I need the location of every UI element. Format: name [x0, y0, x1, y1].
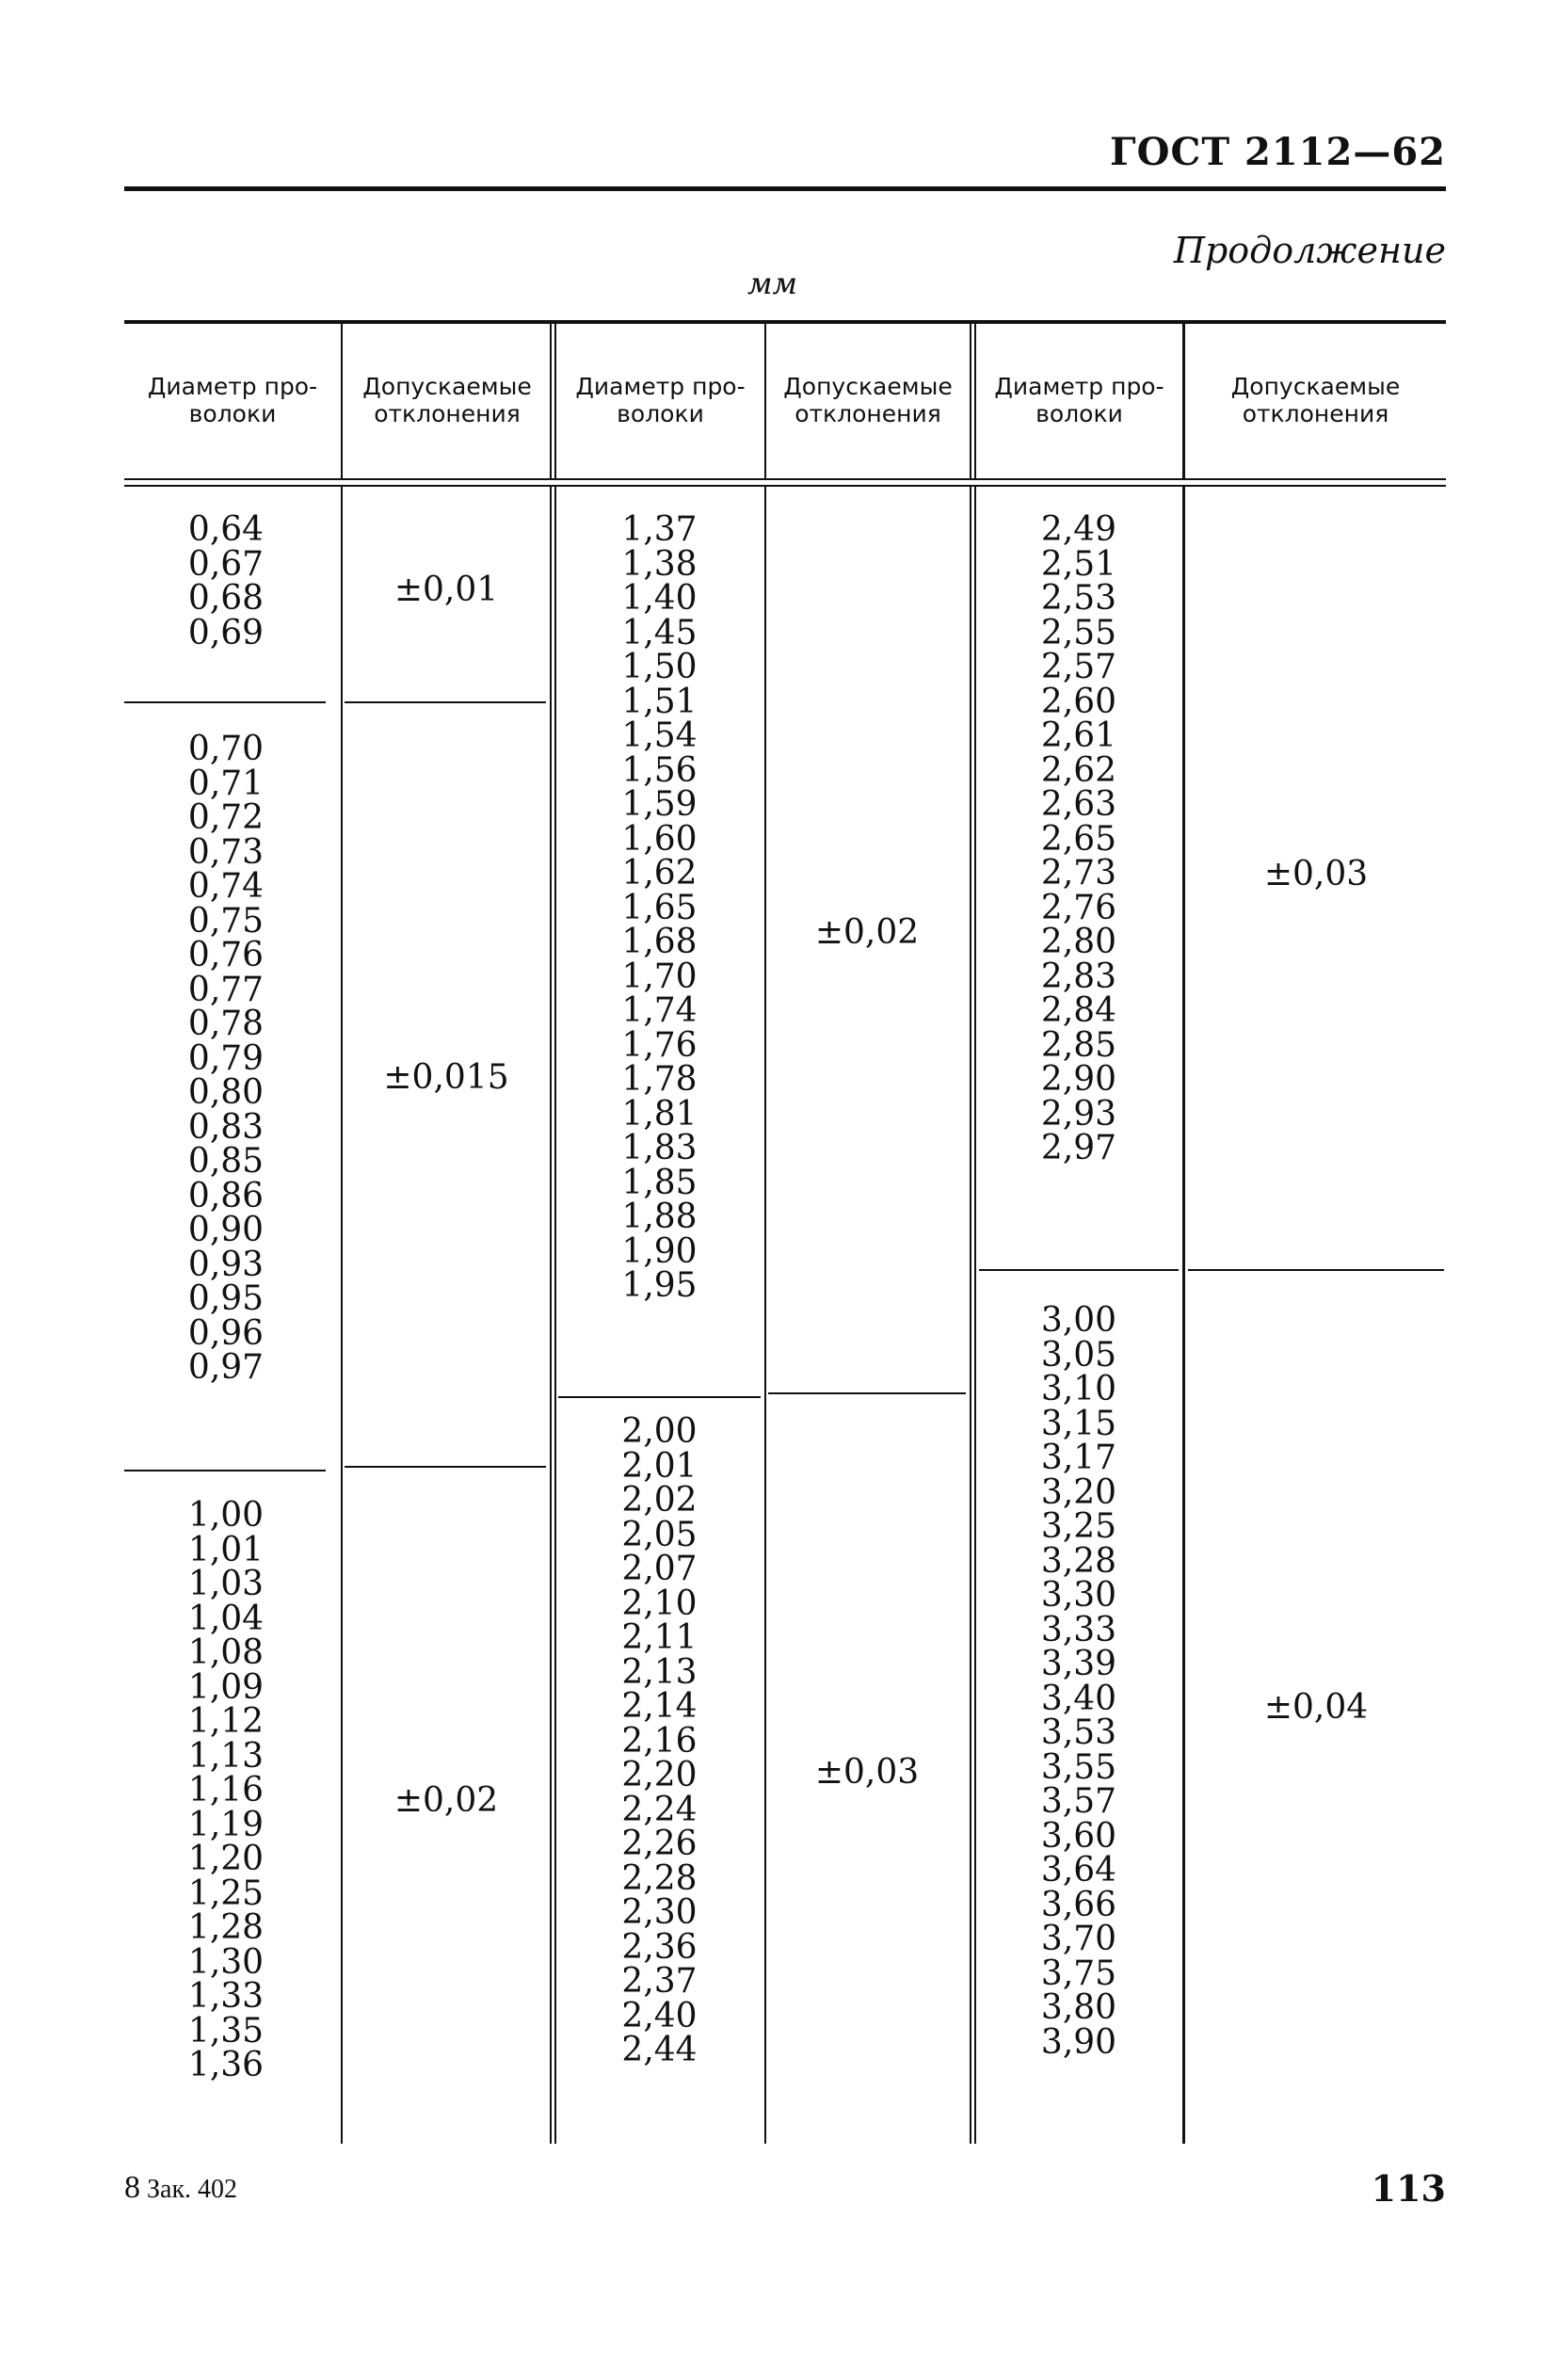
header-bottom-rule: [124, 478, 1446, 480]
diameter-value: 1,51: [621, 682, 698, 721]
diameter-value: 2,30: [621, 1893, 698, 1932]
header-text: Допускаемые: [1230, 373, 1401, 400]
table-top-rule: [124, 320, 1446, 324]
diameter-value: 2,13: [621, 1652, 698, 1692]
diameter-value: 1,90: [621, 1231, 698, 1271]
diameter-value: 3,64: [1040, 1851, 1117, 1890]
group-separator: [979, 1269, 1179, 1271]
diameter-value: 2,24: [621, 1790, 698, 1829]
header-text: Диаметр про-: [994, 373, 1164, 400]
continuation-label: Продолжение: [1173, 230, 1446, 271]
diameter-value: 1,08: [187, 1633, 265, 1672]
diameter-value: 2,44: [621, 2031, 698, 2069]
diameter-value: 2,26: [621, 1825, 698, 1863]
diameter-value: 1,65: [621, 888, 698, 927]
diameter-value: 2,37: [621, 1962, 698, 2001]
header-tolerance-2: [766, 373, 970, 427]
diameter-value: 0,86: [187, 1176, 265, 1215]
header-text: Допускаемые: [362, 373, 532, 400]
diameter-value: 2,02: [621, 1481, 698, 1520]
header-text: волоки: [188, 400, 277, 427]
diameter-value: 3,15: [1040, 1404, 1117, 1443]
page-number: 113: [1371, 2167, 1446, 2210]
diameter-value: 3,00: [1040, 1301, 1117, 1340]
header-bottom-rule-2: [124, 485, 1446, 487]
diameter-value: 1,37: [621, 510, 698, 549]
diameter-value: 1,00: [187, 1496, 265, 1535]
diameter-value: 1,20: [187, 1840, 265, 1878]
diameter-value: 1,16: [187, 1771, 265, 1809]
diameter-value: 3,66: [1040, 1885, 1117, 1924]
group-separator: [768, 1392, 966, 1394]
diameter-value: 2,61: [1040, 716, 1117, 755]
column-divider: [764, 487, 766, 2144]
diameter-value: 2,65: [1040, 819, 1117, 859]
header-text: отклонения: [795, 400, 941, 427]
diameter-value: 2,80: [1040, 923, 1117, 961]
units-label: мм: [747, 265, 798, 301]
diameter-value: 1,50: [621, 648, 698, 686]
diameter-value: 0,77: [187, 970, 265, 1009]
diameter-value: 2,40: [621, 1996, 698, 2035]
diameter-value: 1,09: [187, 1667, 265, 1707]
diameter-value: 1,74: [621, 991, 698, 1030]
diameter-value: 2,85: [1040, 1025, 1117, 1065]
diameter-value: 3,90: [1040, 2022, 1117, 2062]
diameter-value: 2,55: [1040, 613, 1117, 652]
diameter-value: 2,16: [621, 1721, 698, 1761]
diameter-value: 2,11: [621, 1618, 698, 1657]
diameter-value: 1,01: [187, 1530, 265, 1569]
diameter-value: 0,76: [187, 936, 265, 974]
diameter-value: 1,45: [621, 613, 698, 652]
diameter-value: 2,73: [1040, 854, 1117, 892]
diameter-value: 2,60: [1040, 682, 1117, 721]
order-number: Зак. 402: [147, 2175, 238, 2204]
group-separator: [124, 701, 326, 703]
diameter-value: 0,70: [187, 730, 265, 768]
diameter-value: 0,95: [187, 1279, 265, 1318]
diameter-value: 1,19: [187, 1805, 265, 1844]
diameter-value: 1,12: [187, 1702, 265, 1741]
diameter-value: 1,70: [621, 957, 698, 996]
diameter-value: 1,28: [187, 1908, 265, 1947]
diameter-value: 1,54: [621, 716, 698, 755]
diameter-value: 3,55: [1040, 1747, 1117, 1787]
sheet-number: 8: [124, 2170, 140, 2205]
diameter-list-1b: [124, 732, 328, 1386]
tolerance-value: ±0,015: [383, 1058, 509, 1097]
header-diameter-1: [124, 373, 341, 427]
diameter-value: 0,96: [187, 1313, 265, 1353]
diameter-value: 2,36: [621, 1927, 698, 1967]
diameter-value: 3,28: [1040, 1541, 1117, 1581]
diameter-value: 0,79: [187, 1038, 265, 1078]
diameter-value: 1,62: [621, 854, 698, 892]
header-text: Диаметр про-: [147, 373, 318, 400]
diameter-value: 3,40: [1040, 1679, 1117, 1718]
header-text: отклонения: [374, 400, 521, 427]
diameter-value: 0,80: [187, 1073, 265, 1112]
diameter-value: 1,85: [621, 1163, 698, 1202]
diameter-value: 3,05: [1040, 1335, 1117, 1375]
diameter-value: 3,20: [1040, 1472, 1117, 1512]
diameter-value: 1,78: [621, 1060, 698, 1099]
diameter-value: 1,03: [187, 1565, 265, 1603]
diameter-value: 2,05: [621, 1515, 698, 1554]
diameter-value: 3,53: [1040, 1713, 1117, 1752]
header-text: Диаметр про-: [575, 373, 746, 400]
diameter-value: 0,74: [187, 867, 265, 906]
diameter-value: 2,84: [1040, 991, 1117, 1030]
diameter-value: 3,39: [1040, 1645, 1117, 1683]
diameter-value: 2,97: [1040, 1129, 1117, 1167]
diameter-value: 2,93: [1040, 1094, 1117, 1134]
tolerance-value: ±0,01: [393, 571, 499, 609]
diameter-value: 0,90: [187, 1211, 265, 1249]
diameter-value: 2,51: [1040, 544, 1117, 584]
diameter-value: 3,10: [1040, 1370, 1117, 1408]
diameter-value: 1,38: [621, 544, 698, 584]
tolerance-value: ±0,03: [1263, 855, 1369, 893]
diameter-value: 1,88: [621, 1198, 698, 1236]
diameter-value: 0,83: [187, 1107, 265, 1147]
group-separator: [1188, 1269, 1444, 1271]
diameter-value: 0,93: [187, 1245, 265, 1284]
column-divider: [974, 487, 976, 2144]
diameter-value: 2,28: [621, 1858, 698, 1898]
group-separator: [345, 1466, 546, 1468]
diameter-value: 1,04: [187, 1599, 265, 1638]
diameter-value: 1,59: [621, 785, 698, 824]
diameter-list-3b: [979, 1301, 1179, 2062]
diameter-list-1a: [124, 510, 328, 652]
diameter-value: 0,71: [187, 764, 265, 803]
diameter-value: 2,14: [621, 1687, 698, 1726]
column-divider: [970, 324, 971, 478]
diameter-value: 0,78: [187, 1005, 265, 1043]
diameter-value: 0,68: [187, 579, 265, 618]
diameter-value: 1,76: [621, 1025, 698, 1065]
column-divider: [1182, 487, 1185, 2144]
tolerance-value: ±0,03: [814, 1753, 920, 1792]
header-text: волоки: [617, 400, 704, 427]
diameter-value: 3,30: [1040, 1576, 1117, 1615]
header-text: Допускаемые: [783, 373, 953, 400]
diameter-value: 0,73: [187, 832, 265, 872]
header-tolerance-1: [343, 373, 552, 427]
diameter-value: 3,57: [1040, 1782, 1117, 1821]
diameter-value: 0,75: [187, 901, 265, 941]
diameter-value: 2,83: [1040, 957, 1117, 996]
diameter-list-2a: [558, 510, 761, 1305]
print-order-note: [124, 2170, 237, 2206]
diameter-value: 3,60: [1040, 1816, 1117, 1856]
group-separator: [558, 1396, 761, 1398]
diameter-list-1c: [124, 1496, 328, 2084]
column-divider: [550, 487, 552, 2144]
diameter-value: 0,72: [187, 798, 265, 837]
column-divider: [341, 487, 343, 2144]
column-divider: [554, 487, 556, 2144]
diameter-value: 2,10: [621, 1584, 698, 1623]
header-rule: [124, 186, 1446, 191]
diameter-value: 1,25: [187, 1873, 265, 1913]
header-text: волоки: [1035, 400, 1123, 427]
diameter-value: 2,20: [621, 1756, 698, 1794]
diameter-value: 1,81: [621, 1094, 698, 1134]
column-divider: [970, 487, 971, 2144]
diameter-value: 3,70: [1040, 1920, 1117, 1958]
diameter-value: 2,57: [1040, 648, 1117, 686]
diameter-value: 1,33: [187, 1977, 265, 2016]
diameter-value: 3,25: [1040, 1507, 1117, 1546]
diameter-value: 3,75: [1040, 1954, 1117, 1993]
diameter-value: 0,97: [187, 1348, 265, 1387]
diameter-value: 0,67: [187, 544, 265, 584]
tolerance-value: ±0,04: [1263, 1688, 1369, 1727]
diameter-value: 1,40: [621, 579, 698, 618]
diameter-value: 3,80: [1040, 1988, 1117, 2027]
diameter-value: 3,33: [1040, 1610, 1117, 1649]
diameter-value: 2,49: [1040, 510, 1117, 549]
diameter-value: 0,64: [187, 510, 265, 549]
diameter-value: 2,63: [1040, 785, 1117, 824]
diameter-value: 1,83: [621, 1129, 698, 1167]
diameter-value: 1,30: [187, 1942, 265, 1982]
group-separator: [124, 1470, 326, 1471]
group-separator: [345, 701, 546, 703]
diameter-value: 2,00: [621, 1412, 698, 1451]
diameter-value: 1,56: [621, 750, 698, 790]
diameter-value: 0,85: [187, 1142, 265, 1181]
diameter-list-3a: [979, 510, 1179, 1167]
diameter-value: 1,68: [621, 923, 698, 961]
diameter-list-2b: [558, 1412, 761, 2069]
diameter-value: 2,90: [1040, 1060, 1117, 1099]
tolerance-value: ±0,02: [814, 913, 920, 952]
header-diameter-2: [556, 373, 764, 427]
tolerance-value: ±0,02: [393, 1781, 499, 1820]
diameter-value: 2,07: [621, 1550, 698, 1588]
diameter-value: 1,13: [187, 1736, 265, 1776]
diameter-value: 3,17: [1040, 1439, 1117, 1477]
header-tolerance-3: [1185, 373, 1446, 427]
diameter-value: 1,35: [187, 2011, 265, 2050]
diameter-value: 1,95: [621, 1266, 698, 1305]
diameter-value: 2,01: [621, 1446, 698, 1486]
diameter-value: 1,60: [621, 819, 698, 859]
header-text: отклонения: [1242, 400, 1389, 427]
diameter-value: 1,36: [187, 2046, 265, 2084]
diameter-value: 2,76: [1040, 888, 1117, 927]
document-code: ГОСТ 2112—62: [1110, 130, 1446, 174]
header-diameter-3: [976, 373, 1182, 427]
diameter-value: 2,53: [1040, 579, 1117, 618]
diameter-value: 0,69: [187, 613, 265, 652]
diameter-value: 2,62: [1040, 750, 1117, 790]
